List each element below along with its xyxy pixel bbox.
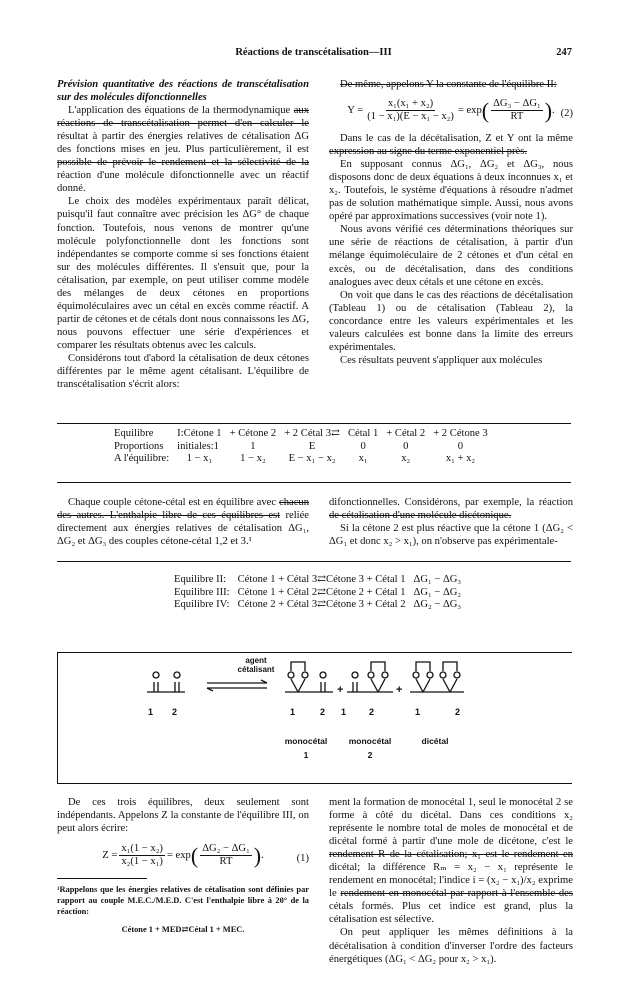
eq-fraction <box>200 843 252 868</box>
footnote-rule <box>57 878 147 879</box>
equilibrium-reaction: Cétone 2 + Cétal 3⇄Cétone 3 + Cétal 2 <box>237 599 406 610</box>
section-title: Prévision quantitative des réactions de transcétalisation sur des molécules difonctionnelles <box>57 79 309 104</box>
equation-number: (2) <box>560 108 573 120</box>
paragraph: Ces résultats peuvent s'appliquer aux molécules <box>340 354 543 366</box>
table-cell: 0 <box>360 440 366 452</box>
list-item <box>170 599 465 612</box>
table-cell: Cétal 1 <box>347 428 379 439</box>
text-span: Dans le cas de la décétalisation, Z et Y ont la même <box>340 133 573 145</box>
paragraph <box>329 796 573 926</box>
paragraph: De même, appelons Y la constante de l'équilibre II: <box>340 79 557 90</box>
caption-label: monocétal <box>348 736 392 746</box>
paragraph: Si la cétone 2 est plus réactive que la cétone 1 (ΔG₂ < ΔG₁ et donc x₂ > x₁), on n'observe pas expérimentale- <box>329 523 573 548</box>
table-cell: x₁ <box>358 453 368 464</box>
right-column-top <box>329 78 573 367</box>
table-cell: 0 <box>403 440 409 452</box>
struck-text: chacun des autres. L'enthalpie libre de ces équilibres est <box>57 497 309 522</box>
eq-lhs: Y = <box>347 105 364 117</box>
table-cell: initiales:1 <box>177 440 219 452</box>
plus-sign: + <box>396 684 403 696</box>
equilibrium-dg: ΔG₂ − ΔG₃ <box>413 599 462 610</box>
text-span: Chaque couple cétone-cétal est en équilibre avec <box>68 497 277 508</box>
dicetal-number-2: 2 <box>455 707 461 717</box>
dicetone-structure <box>147 672 185 692</box>
table-cell: E − x₁ − x₂ <box>288 453 336 464</box>
table-cell: x₁ + x₂ <box>445 453 476 464</box>
equilibrium-dg: ΔG₁ − ΔG₂ <box>413 586 462 598</box>
text-span: cétals formés. Plus cet indice est grand, plus la cétalisation est sélective. <box>329 901 573 926</box>
equilibrium-name: Equilibre IV: <box>174 599 230 610</box>
eq-fraction <box>365 98 456 123</box>
mid-right-text <box>329 496 573 548</box>
equilibrium-arrow <box>207 680 267 691</box>
table-rule-top <box>57 423 571 424</box>
monocetal-2-structure <box>347 662 393 692</box>
caption-number: 1 <box>303 750 309 760</box>
table-cell: Equilibre <box>114 428 154 439</box>
eq-fraction <box>119 843 165 868</box>
text-span: réaction d'une molécule difonctionnelle avec un réactif donné. <box>57 170 309 195</box>
denominator: x₂(1 − x₁) <box>121 856 163 868</box>
paren-open: ( <box>481 97 490 123</box>
table-cell: 0 <box>457 440 464 452</box>
mono1-number-2: 2 <box>320 707 326 717</box>
numerator: ΔG₂ − ΔG₁ <box>202 843 250 855</box>
denominator: (1 − x₁)(E − x₁ − x₂) <box>367 111 454 123</box>
table-row <box>110 441 492 454</box>
paragraph <box>329 132 573 158</box>
dicetone-number-2: 2 <box>172 707 178 717</box>
table-cell: 1 <box>250 440 256 452</box>
text-span: L'application des équations de la thermodynamique <box>68 105 291 117</box>
paragraph: Nous avons vérifié ces déterminations théoriques sur une série de réactions de cétalisation, à partir d'un mélange équimoléculaire de 2 cétones et d'un cétal en excès, ou de décétalisation, dans des conditions analogues avec deux cétals et une cétone en excès. <box>329 224 573 288</box>
text-span: reliée directement aux énergies relatives de cétalisation ΔG₁, ΔG₂ et ΔG₃ des couples cétone-cétal 1,2 et 3.¹ <box>57 510 309 548</box>
mono2-number-1: 1 <box>341 707 347 717</box>
table-cell: + 2 Cétal 3⇄ <box>284 428 340 439</box>
struck-text: rendement R de la cétalisation; x₁ est le rendement en <box>329 849 573 861</box>
eq-exp: = exp <box>166 850 191 862</box>
eq-lhs: Z = <box>102 850 118 862</box>
paragraph: Le choix des modèles expérimentaux paraît délicat, puisqu'il faut connaître avec précision les ΔG° de chaque fonction. Toutefois, nous venons de montrer qu'une molécule polyfonctionnelle dont les fonctions sont indépendantes se comporte comme si ses fonctions étaient sur des molécules différentes. Il s'ensuit que, pour la cétalisation, par exemple, on peut utiliser comme modèle des mélanges de deux cétones en proportions équimoléculaires avec un cétal en excès comme réactif. A partir de cétones et de cétals dont nous connaissons les ΔG, nous pouvons effectuer une série d'expériences et comparer les résultats obtenus avec les calculs. <box>57 196 309 351</box>
equilibrium-dg: ΔG₁ − ΔG₃ <box>413 574 462 585</box>
struck-text: aux réactions de transcétalisation permet d'en calculer le <box>57 105 309 130</box>
monocetal-1-caption <box>276 736 336 760</box>
monocetal-1-structure <box>285 662 333 692</box>
equilibrium-reaction: Cétone 1 + Cétal 2⇄Cétone 2 + Cétal 1 <box>237 586 406 598</box>
struck-text: expression au signe du terme exponentiel près. <box>329 146 527 158</box>
numerator: x₁(1 − x₂) <box>121 843 163 855</box>
list-item <box>170 587 465 600</box>
paragraph: On peut appliquer les mêmes définitions à la décétalisation à condition d'inverser l'ordre des facteurs énergétiques (ΔG₁ < ΔG₂ pour x₂ > x₁). <box>329 927 573 965</box>
left-column-top <box>57 78 309 391</box>
paragraph: De ces trois équilibres, deux seulement sont indépendants. Appelons Z la constante de l'équilibre III, on peut alors écrire: <box>57 797 309 835</box>
struck-text: de cétalisation d'une molécule dicétonique. <box>329 510 512 522</box>
paren-close: ) <box>544 97 553 123</box>
paragraph: En supposant connus ΔG₁, ΔG₂ et ΔG₃, nous disposons donc de deux équations à deux inconnues x₁ et x₂. Toutefois, le système d'équations à résoudre n'admet pas de solution mathématique simple. Aussi, nous avons opéré par approximations successives (voir note 1). <box>329 159 573 223</box>
equilibria-list <box>170 574 465 612</box>
table-cell: + Cétal 2 <box>386 428 426 439</box>
caption-number: 2 <box>367 750 373 760</box>
caption-label: monocétal <box>284 736 328 746</box>
agent-label-line2: cétalisant <box>237 665 275 674</box>
monocetal-2-caption <box>340 736 400 760</box>
table-cell: E <box>308 440 316 452</box>
table-row <box>110 453 492 466</box>
table-cell: + 2 Cétone 3 <box>433 428 488 439</box>
dicetal-structure <box>410 662 464 692</box>
paragraph <box>57 104 309 195</box>
agent-label <box>226 656 286 674</box>
equation-body: Z = $\frac{\text{x₁(1 − x₂)}}{\text{x₂(1 − x₁)}}$ = exp ( $\frac{\text{ΔG₂ − ΔG₁}}{RT}$ ) . <box>102 842 264 868</box>
table-cell: Proportions <box>114 440 164 452</box>
table-rule-bottom <box>57 482 571 483</box>
text-span: dicétal; la différence Rₘ = x₂ − x₁ représente le rendement en monocétal; l'indice i = (x₂ − x₁)/x₂ exprime le <box>329 862 573 900</box>
text-span: ment la formation de monocétal 1, seul le monocétal 2 se forme à côté du dicétal. Dans ces conditions x₂ représente le nombre total de moles de monocétal et de dicétal formé à partir d'une mole de dicétone, c'est le <box>329 797 573 848</box>
dicetal-number-1: 1 <box>415 707 421 717</box>
paragraph <box>57 496 309 548</box>
equilibrium-name: Equilibre II: <box>174 574 227 585</box>
table-cell: 1 − x₂ <box>240 453 266 464</box>
table-row <box>110 428 492 441</box>
equation-2 <box>329 98 573 123</box>
equation-1 <box>57 843 309 868</box>
equilibrium-reaction: Cétone 1 + Cétal 3⇄Cétone 3 + Cétal 1 <box>237 574 406 585</box>
list-item <box>170 574 465 587</box>
mono1-number-1: 1 <box>290 707 296 717</box>
page-number: 247 <box>556 47 572 58</box>
list-rule-top <box>57 561 571 562</box>
struck-text: possible de prévoir le rendement et la sélectivité de la <box>57 157 309 169</box>
dicetone-number-1: 1 <box>148 707 154 717</box>
eq-exp: = exp <box>457 105 482 117</box>
bottom-right-column <box>329 796 573 966</box>
paragraph: On voit que dans le cas des réactions de décétalisation (Tableau 1) ou de cétalisation (Tableau 2), la concordance entre les valeurs expérimentales et les valeurs calculées est bonne dans la limite des erreurs expérimentales. <box>329 289 573 353</box>
eq-fraction <box>491 98 543 123</box>
text-span: difonctionnelles. Considérons, par exemple, la réaction <box>329 497 573 508</box>
reaction-scheme-svg <box>57 652 571 782</box>
table-cell: + Cétone 2 <box>229 428 277 439</box>
footnote: ¹Rappelons que les énergies relatives de cétalisation sont définies par rapport au couple M.E.C./M.E.D. C'est l'enthalpie libre à 20° de la réaction: <box>57 885 309 917</box>
numerator: x₁(x₁ + x₂) <box>387 98 434 110</box>
paragraph <box>329 496 573 522</box>
bottom-left-column <box>57 796 309 935</box>
equation-body: Y = $\frac{\text{x₁(x₁ + x₂)}}{\text{(1 − x₁)(E − x₁ − x₂)}}$ = exp ( $\frac{\text{ΔG₃ − ΔG₁}}{RT}$ ) . <box>347 97 555 123</box>
equation-number: (1) <box>296 853 309 865</box>
denominator: RT <box>219 856 233 868</box>
table-cell: x₂ <box>401 453 411 464</box>
equilibrium-table <box>110 428 492 466</box>
plus-sign: + <box>337 684 344 696</box>
struck-text: rendement en monocétal par rapport à l'ensemble des <box>340 888 573 900</box>
mid-left-text <box>57 496 309 548</box>
numerator: ΔG₃ − ΔG₁ <box>493 98 541 110</box>
text-span: résultat à partir des énergies relatives de cétalisation ΔG des fonctions mises en jeu. Plus particulièrement, il est <box>57 131 309 156</box>
paren-open: ( <box>190 842 199 868</box>
dicetal-caption: dicétal <box>421 736 449 746</box>
table-cell: I:Cétone 1 <box>177 428 222 439</box>
paragraph: Considérons tout d'abord la cétalisation de deux cétones différentes par le même agent cétalisant. L'équilibre de transcétalisation s'écrit alors: <box>57 352 309 391</box>
denominator: RT <box>510 111 524 123</box>
agent-label-line1: agent <box>245 656 267 665</box>
equilibrium-name: Equilibre III: <box>174 586 230 598</box>
mono2-number-2: 2 <box>369 707 375 717</box>
table-cell: 1 − x₁ <box>186 453 213 464</box>
paren-close: ) <box>253 842 262 868</box>
header-title: Réactions de transcétalisation—III <box>235 47 392 58</box>
table-cell: A l'équilibre: <box>114 453 170 464</box>
footnote-equation: Cétone 1 + MED⇄Cétal 1 + MEC. <box>121 925 245 935</box>
